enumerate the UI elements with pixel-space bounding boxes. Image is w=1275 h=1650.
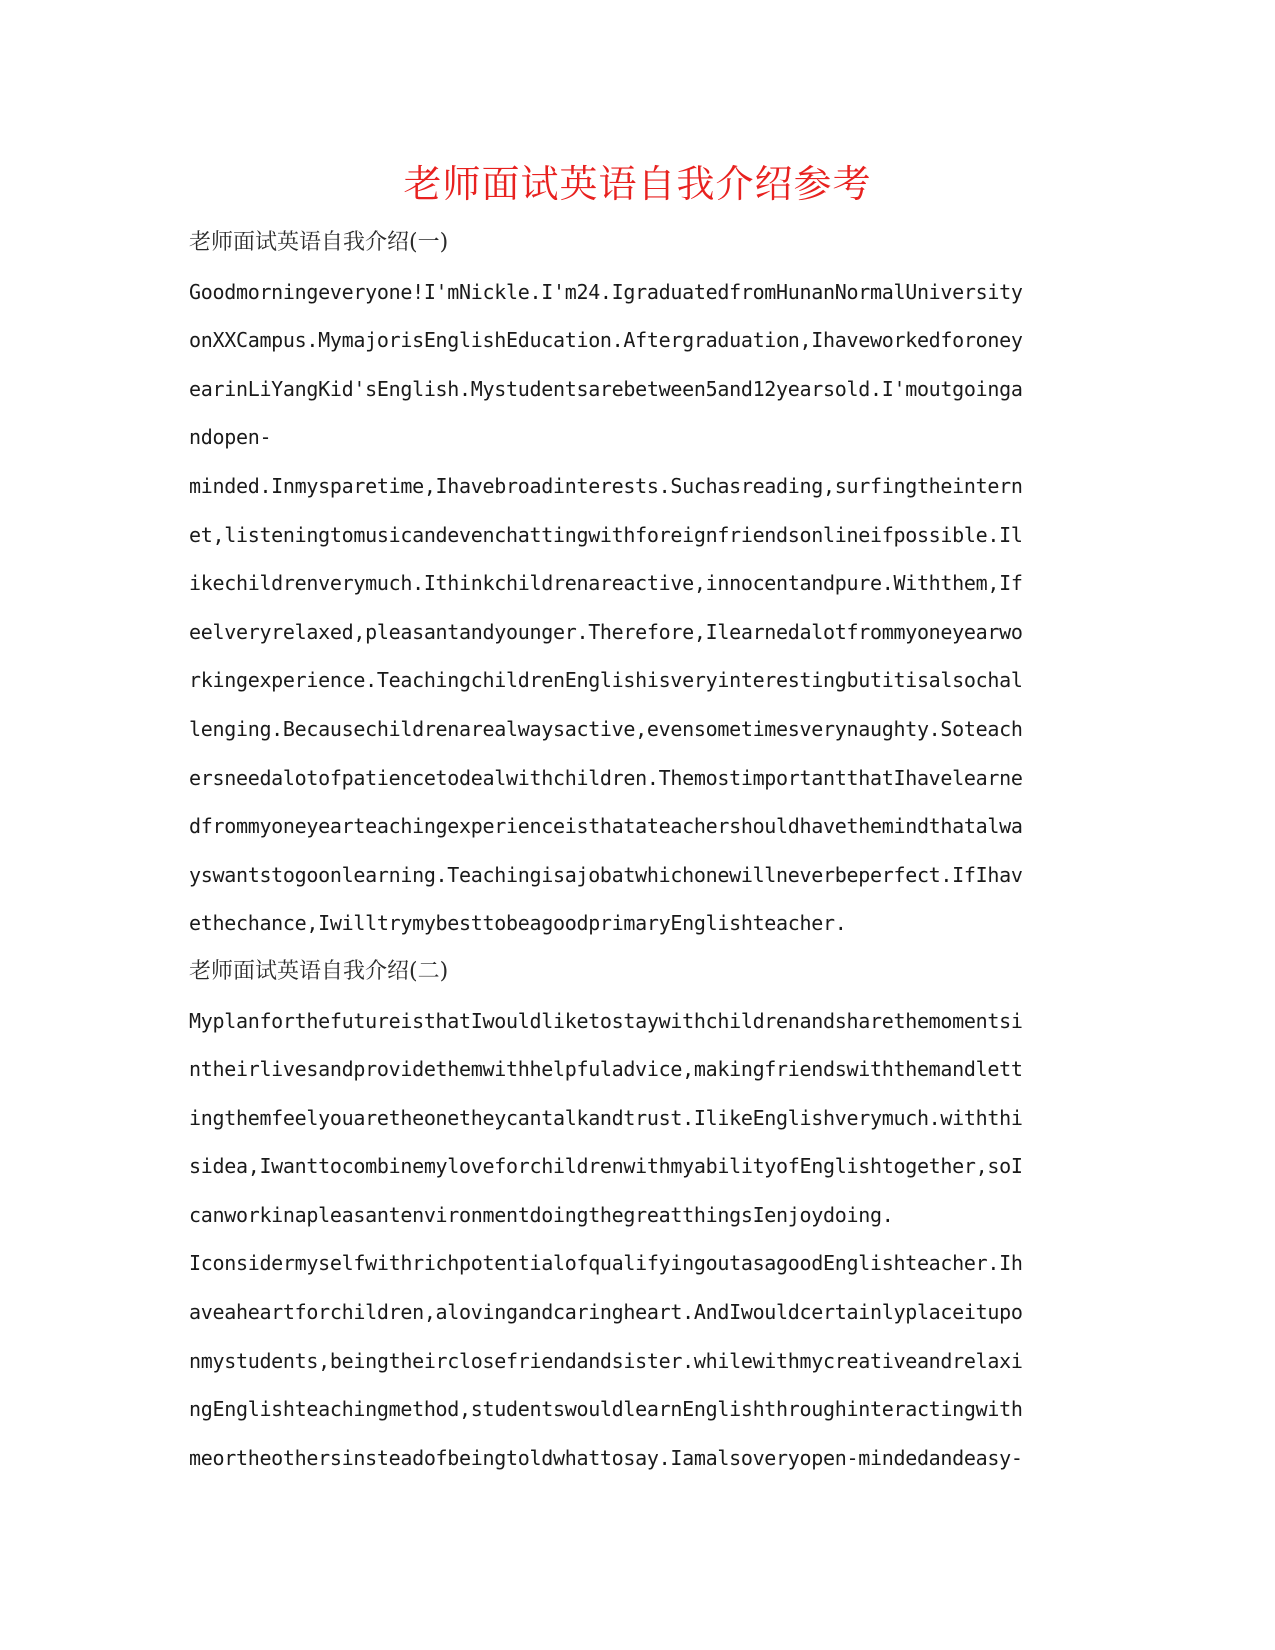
paragraph-line: yswantstogoonlearning.Teachingisajobatwhichonewillneverbeperfect.IfIhav (189, 862, 1023, 887)
paragraph-line: ikechildrenverymuch.Ithinkchildrenareactive,innocentandpure.Withthem,If (189, 571, 1023, 596)
paragraph-line: sidea,IwanttocombinemyloveforchildrenwithmyabilityofEnglishtogether,soI (189, 1154, 1023, 1179)
paragraph-line: ngEnglishteachingmethod,studentswouldlearnEnglishthroughinteractingwith (189, 1397, 1023, 1422)
paragraph-line: meortheothersinsteadofbeingtoldwhattosay.Iamalsoveryopen-mindedandeasy- (189, 1445, 1023, 1470)
paragraph-line: eelveryrelaxed,pleasantandyounger.Therefore,Ilearnedalotfrommyoneyearwo (189, 619, 1023, 644)
paragraph-line: ersneedalotofpatiencetodealwithchildren.ThemostimportantthatIhavelearne (189, 765, 1023, 790)
paragraph-line: ntheirlivesandprovidethemwithhelpfuladvice,makingfriendswiththemandlett (189, 1057, 1023, 1082)
paragraph-line: lenging.Becausechildrenarealwaysactive,evensometimesverynaughty.Soteach (189, 716, 1023, 741)
section-heading-2: 老师面试英语自我介绍(二) (189, 958, 449, 984)
paragraph-line: ethechance,IwilltrymybesttobeagoodprimaryEnglishteacher. (189, 911, 847, 936)
paragraph-line: rkingexperience.TeachingchildrenEnglishisveryinterestingbutitisalsochal (189, 668, 1023, 693)
paragraph-line: MyplanforthefutureisthatIwouldliketostaywithchildrenandsharethemomentsi (189, 1008, 1023, 1033)
paragraph-line: Goodmorningeveryone!I'mNickle.I'm24.IgraduatedfromHunanNormalUniversity (189, 279, 1023, 304)
section-heading-1: 老师面试英语自我介绍(一) (189, 230, 449, 255)
paragraph-line: minded.Inmysparetime,Ihavebroadinterests.Suchasreading,surfingtheintern (189, 473, 1023, 498)
paragraph-line: onXXCampus.MymajorisEnglishEducation.Aftergraduation,Ihaveworkedforoney (189, 328, 1023, 353)
document-body (189, 219, 1069, 1482)
paragraph-line: canworkinapleasantenvironmentdoingthegreatthingsIenjoydoing. (189, 1202, 894, 1227)
document-title: 老师面试英语自我介绍参考 (403, 162, 872, 206)
paragraph-line: ndopen- (189, 425, 272, 450)
paragraph-line: ingthemfeelyouaretheonetheycantalkandtrust.IlikeEnglishverymuch.withthi (189, 1105, 1023, 1130)
paragraph-line: nmystudents,beingtheirclosefriendandsister.whilewithmycreativeandrelaxi (189, 1348, 1023, 1373)
paragraph-line: dfrommyoneyearteachingexperienceisthatateachershouldhavethemindthatalwa (189, 814, 1023, 839)
paragraph-line: aveaheartforchildren,alovingandcaringheart.AndIwouldcertainlyplaceitupo (189, 1300, 1023, 1325)
paragraph-line: earinLiYangKid'sEnglish.Mystudentsarebetween5and12yearsold.I'moutgoinga (189, 376, 1023, 401)
paragraph-line: et,listeningtomusicandevenchattingwithforeignfriendsonlineifpossible.Il (189, 522, 1023, 547)
paragraph-line: IconsidermyselfwithrichpotentialofqualifyingoutasagoodEnglishteacher.Ih (189, 1251, 1023, 1276)
